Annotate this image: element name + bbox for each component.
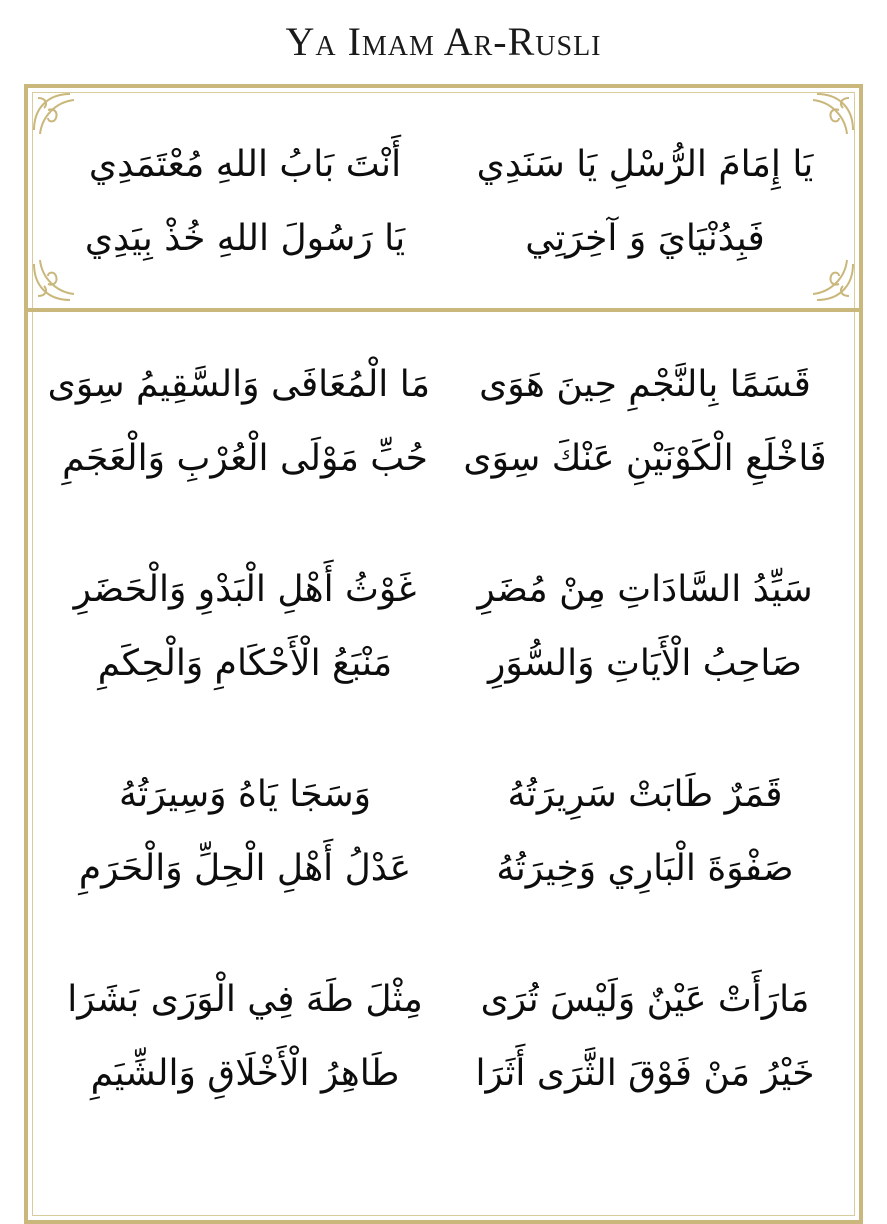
- stanza-1: [47, 355, 830, 503]
- verse-first-hemistich: خَيْرُ مَنْ فَوْقَ الثَّرَى أَثَرَا: [475, 1053, 815, 1094]
- verse-first-hemistich: فَبِدُنْيَايَ وَ آخِرَتِي: [525, 218, 765, 259]
- stanza-4: [60, 970, 830, 1118]
- verse-line: [60, 135, 830, 209]
- page-title: Ya Imam Ar-Rusli: [285, 19, 602, 64]
- stanza-2: [60, 560, 830, 708]
- verse-first-hemistich: يَا إِمَامَ الرُّسْلِ يَا سَنَدِي: [476, 144, 814, 185]
- stanza-3: [60, 765, 830, 913]
- verse-second-hemistich: غَوْثُ أَهْلِ الْبَدْوِ وَالْحَضَرِ: [73, 569, 417, 610]
- verse-second-hemistich: مَنْبَعُ الْأَحْكَامِ وَالْحِكَمِ: [97, 643, 393, 684]
- verse-second-hemistich: مِثْلَ طَهَ فِي الْوَرَى بَشَرَا: [67, 979, 423, 1020]
- verse-line: [60, 839, 830, 913]
- chorus-stanza: [60, 135, 830, 283]
- verse-line: [60, 970, 830, 1044]
- verse-line: [60, 765, 830, 839]
- verse-second-hemistich: طَاهِرُ الْأَخْلَاقِ وَالشِّيَمِ: [90, 1053, 400, 1094]
- verse-first-hemistich: سَيِّدُ السَّادَاتِ مِنْ مُضَرِ: [477, 569, 813, 610]
- verse-first-hemistich: فَاخْلَعِ الْكَوْنَيْنِ عَنْكَ سِوَى: [463, 438, 827, 479]
- verse-second-hemistich: عَدْلُ أَهْلِ الْحِلِّ وَالْحَرَمِ: [78, 848, 412, 889]
- verse-first-hemistich: قَسَمًا بِالنَّجْمِ حِينَ هَوَى: [479, 364, 811, 405]
- verse-line: [60, 560, 830, 634]
- verse-first-hemistich: مَارَأَتْ عَيْنٌ وَلَيْسَ تُرَى: [480, 979, 810, 1020]
- verse-second-hemistich: وَسَجَا يَاهُ وَسِيرَتُهُ: [118, 774, 372, 815]
- verse-line: [60, 429, 830, 503]
- verse-line: [60, 1044, 830, 1118]
- verse-second-hemistich: أَنْتَ بَابُ اللهِ مُعْتَمَدِي: [88, 144, 402, 185]
- verse-first-hemistich: قَمَرٌ طَابَتْ سَرِيرَتُهُ: [507, 774, 783, 815]
- verse-line: [60, 634, 830, 708]
- verse-line: [47, 355, 830, 429]
- verse-first-hemistich: صَاحِبُ الْأَيَاتِ وَالسُّوَرِ: [488, 643, 802, 684]
- verse-second-hemistich: يَا رَسُولَ اللهِ خُذْ بِيَدِي: [84, 218, 406, 259]
- verse-line: [60, 209, 830, 283]
- verse-second-hemistich: حُبِّ مَوْلَى الْعُرْبِ وَالْعَجَمِ: [62, 438, 428, 479]
- verse-first-hemistich: صَفْوَةَ الْبَارِي وَخِيرَتُهُ: [496, 848, 794, 889]
- verse-second-hemistich: مَا الْمُعَافَى وَالسَّقِيمُ سِوَى: [47, 364, 430, 405]
